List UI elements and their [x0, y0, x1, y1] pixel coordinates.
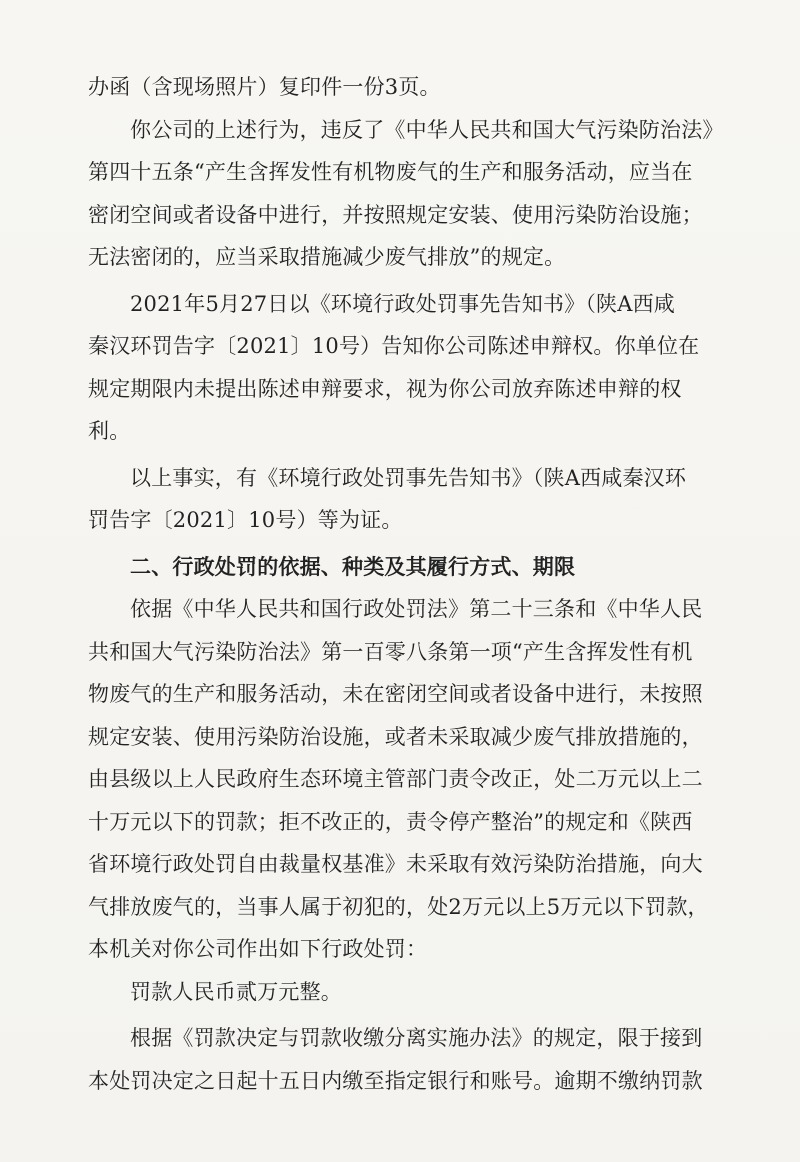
document-body — [88, 70, 724, 1098]
text-line-10: 以上事实，有《环境行政处罚事先告知书》（陕A西咸秦汉环 — [130, 465, 687, 490]
text-line-7: 秦汉环罚告字〔2021〕10号）告知你公司陈述申辩权。你单位在 — [88, 334, 700, 358]
text-line-17: 由县级以上人民政府生态环境主管部门责令改正，处二万元以上二 — [88, 767, 703, 791]
text-line-22: 罚款人民币贰万元整。 — [130, 979, 342, 1004]
text-line-1: 办函（含现场照片）复印件一份3页。 — [88, 75, 441, 99]
text-line-3: 第四十五条“产生含挥发性有机物废气的生产和服务活动，应当在 — [88, 160, 693, 184]
text-line-19: 省环境行政处罚自由裁量权基准》未采取有效污染防治措施，向大 — [88, 852, 703, 876]
section-heading: 二、行政处罚的依据、种类及其履行方式、期限 — [130, 553, 576, 579]
text-line-13: 依据《中华人民共和国行政处罚法》第二十三条和《中华人民 — [130, 597, 703, 621]
text-line-24: 本处罚决定之日起十五日内缴至指定银行和账号。逾期不缴纳罚款 — [88, 1068, 703, 1093]
text-line-18: 十万元以下的罚款；拒不改正的，责令停产整治”的规定和《陕西 — [88, 809, 693, 834]
text-line-5: 无法密闭的，应当采取措施减少废气排放”的规定。 — [88, 245, 566, 269]
text-line-11: 罚告字〔2021〕10号）等为证。 — [88, 508, 403, 532]
text-line-14: 共和国大气污染防治法》第一百零八条第一项“产生含挥发性有机 — [88, 639, 693, 664]
text-line-23: 根据《罚款决定与罚款收缴分离实施办法》的规定，限于接到 — [130, 1026, 703, 1050]
text-line-20: 气排放废气的，当事人属于初犯的，处2万元以上5万元以下罚款， — [88, 894, 709, 919]
text-line-8: 规定期限内未提出陈述申辩要求，视为你公司放弃陈述申辩的权 — [88, 376, 682, 401]
text-line-2: 你公司的上述行为，违反了《中华人民共和国大气污染防治法》 — [130, 117, 724, 142]
text-line-9: 利。 — [88, 419, 131, 443]
text-line-15: 物废气的生产和服务活动，未在密闭空间或者设备中进行，未按照 — [88, 682, 703, 706]
text-line-6: 2021年5月27日以《环境行政处罚事先告知书》（陕A西咸 — [130, 291, 675, 316]
text-line-4: 密闭空间或者设备中进行，并按照规定安装、使用污染防治设施； — [88, 202, 703, 227]
text-line-16: 规定安装、使用污染防治设施，或者未采取减少废气排放措施的， — [88, 724, 703, 749]
text-line-21: 本机关对你公司作出如下行政处罚： — [88, 937, 428, 961]
